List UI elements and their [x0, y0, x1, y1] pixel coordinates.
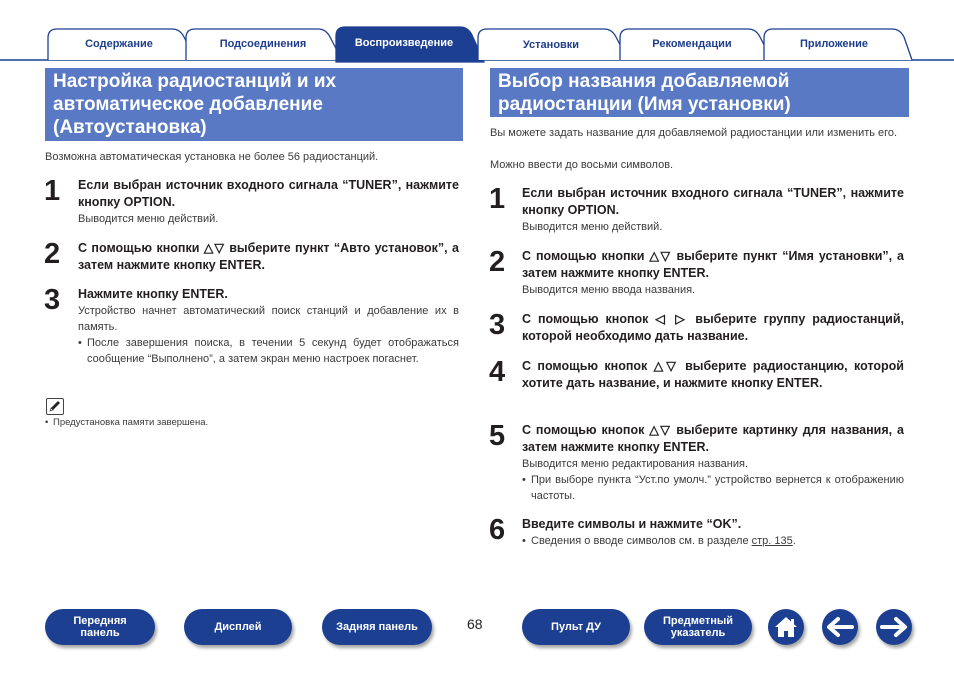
- step-instruction: С помощью кнопок △▽ выберите картинку для названия, а затем нажмите кнопку ENTER.: [522, 423, 904, 454]
- step-result: Выводится меню действий.: [522, 221, 663, 233]
- page-link[interactable]: стр. 135: [751, 535, 793, 547]
- note-text: Предустановка памяти завершена.: [53, 417, 209, 428]
- bullet-text: После завершения поиска, в течении 5 секунд будет отображаться сообщение “Выполнено”, а затем экран меню настроек погаснет.: [87, 337, 459, 365]
- right-intro: Вы можете задать название для добавляемой радиостанции или изменить его.: [490, 127, 898, 139]
- step-number: 3: [44, 284, 61, 316]
- step-instruction: Если выбран источник входного сигнала “TUNER”, нажмите кнопку OPTION.: [78, 178, 459, 209]
- display-label: Дисплей: [214, 621, 262, 633]
- step-number: 4: [489, 356, 506, 388]
- step-result: Выводится меню редактирования названия.: [522, 458, 749, 470]
- bullet-text: [522, 533, 904, 549]
- remote-button[interactable]: [522, 609, 630, 645]
- step-number: 5: [489, 420, 506, 452]
- step-instruction: Если выбран источник входного сигнала “TUNER”, нажмите кнопку OPTION.: [522, 186, 904, 217]
- bullet-text-post: .: [792, 535, 796, 547]
- remote-label: Пульт ДУ: [551, 621, 601, 633]
- step-number: 1: [489, 183, 506, 215]
- left-intro: Возможна автоматическая установка не более 56 радиостанций.: [45, 151, 379, 163]
- tab-shapes: [0, 0, 954, 64]
- front-panel-label-2: панель: [80, 627, 120, 639]
- front-panel-label-1: Передняя: [73, 615, 127, 627]
- tab-tips[interactable]: Рекомендации: [652, 38, 732, 50]
- bullet-dot: •: [522, 474, 526, 486]
- tab-settings[interactable]: Установки: [522, 39, 580, 51]
- rear-panel-button[interactable]: [322, 609, 432, 645]
- note-icon: [46, 398, 64, 415]
- step-number: 6: [489, 514, 506, 546]
- index-button[interactable]: [644, 609, 752, 645]
- step-bullet: [78, 335, 459, 367]
- left-section-title: Настройка радиостанций и их автоматическое добавление (Автоустановка): [45, 68, 463, 141]
- step-instruction: С помощью кнопок △▽ выберите радиостанцию, которой хотите дать название, и нажмите кнопку ENTER.: [522, 359, 904, 390]
- step-bullet: [522, 533, 904, 549]
- bullet-dot: •: [78, 337, 82, 349]
- step-instruction: Нажмите кнопку ENTER.: [78, 287, 228, 301]
- step-number: 2: [44, 238, 61, 270]
- home-icon: [772, 614, 800, 640]
- step-number: 3: [489, 309, 506, 341]
- step-instruction: Введите символы и нажмите “OK”.: [522, 517, 742, 531]
- note-bullet: [45, 416, 465, 430]
- rear-panel-label: Задняя панель: [336, 621, 418, 633]
- tab-connections[interactable]: Подсоединения: [219, 38, 307, 50]
- step-number: 1: [44, 175, 61, 207]
- top-tab-bar: [0, 0, 954, 64]
- forward-button[interactable]: [876, 609, 912, 645]
- right-intro-limit: Можно ввести до восьми символов.: [490, 159, 674, 171]
- step-instruction: С помощью кнопки △▽ выберите пункт “Имя установки”, а затем нажмите кнопку ENTER.: [522, 249, 904, 280]
- front-panel-button[interactable]: [45, 609, 155, 645]
- step-result: Устройство начнет автоматический поиск станций и добавление их в память.: [78, 305, 459, 333]
- tab-appendix[interactable]: Приложение: [799, 38, 869, 50]
- bullet-dot: •: [522, 535, 526, 547]
- page-number: 68: [467, 616, 483, 632]
- bullet-text-pre: Сведения о вводе символов см. в разделе: [531, 535, 752, 547]
- step-result: Выводится меню действий.: [78, 213, 219, 225]
- bullet-text: При выборе пункта “Уст.по умолч.” устройство вернется к отображению частоты.: [531, 474, 904, 502]
- step-instruction: С помощью кнопок ◁ ▷ выберите группу радиостанций, которой необходимо дать название.: [522, 312, 904, 343]
- bullet-dot: •: [45, 417, 49, 428]
- right-section-title: Выбор названия добавляемой радиостанции (Имя установки): [490, 68, 909, 117]
- step-number: 2: [489, 246, 506, 278]
- index-label-2: указатель: [670, 627, 726, 639]
- forward-arrow-icon: [879, 616, 909, 638]
- step-instruction: С помощью кнопки △▽ выберите пункт “Авто установок”, а затем нажмите кнопку ENTER.: [78, 241, 459, 272]
- home-button[interactable]: [768, 609, 804, 645]
- tab-contents[interactable]: Содержание: [85, 38, 153, 50]
- back-button[interactable]: [822, 609, 858, 645]
- back-arrow-icon: [825, 616, 855, 638]
- display-button[interactable]: [184, 609, 292, 645]
- index-label-1: Предметный: [662, 615, 734, 627]
- tab-playback[interactable]: Воспроизведение: [354, 37, 454, 49]
- step-bullet: [522, 472, 904, 504]
- step-result: Выводится меню ввода названия.: [522, 284, 696, 296]
